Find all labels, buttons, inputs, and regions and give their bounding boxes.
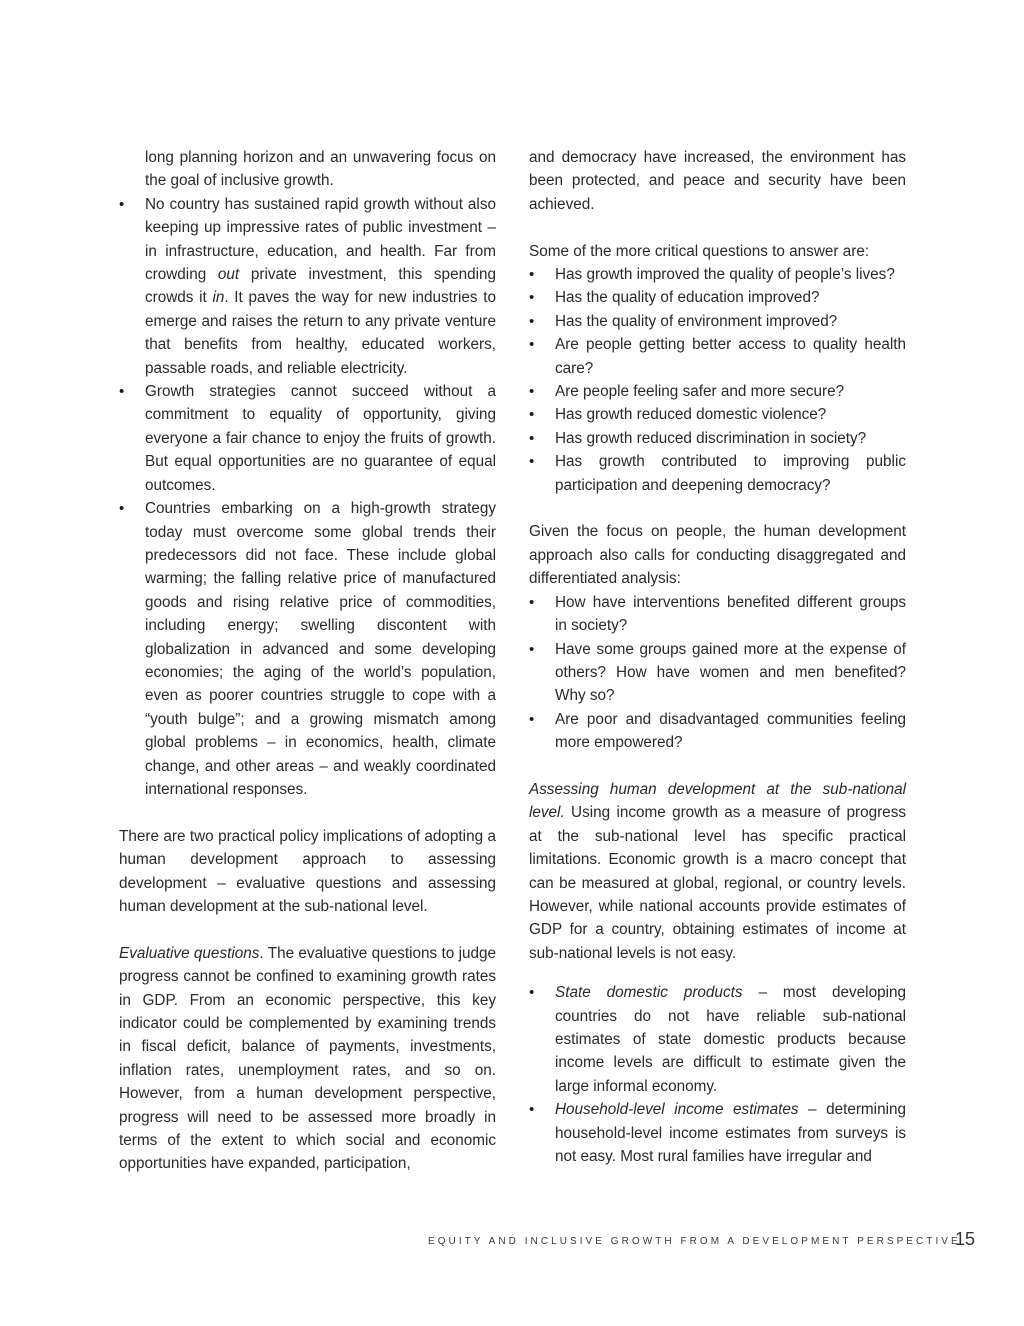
- disaggregated-questions-list: [529, 591, 906, 755]
- list-item: • Are poor and disadvantaged communities feeling more empowered?: [529, 708, 906, 755]
- left-column: [119, 146, 496, 1176]
- page-number: 15: [955, 1229, 976, 1249]
- disaggregated-intro: Given the focus on people, the human development approach also calls for conducting disaggregated and differentiated analysis:: [529, 523, 906, 588]
- list-item: • State domestic products – most developing countries do not have reliable sub-national estimates of state domestic products because income levels are difficult to estimate given the large informal economy.: [529, 981, 906, 1098]
- list-item: • Household-level income estimates – determining household-level income estimates from surveys is not easy. Most rural families have irregular and: [529, 1098, 906, 1168]
- list-item: • Has growth improved the quality of people’s lives?: [529, 263, 906, 286]
- list-item: • Has growth contributed to improving public participation and deepening democracy?: [529, 450, 906, 497]
- limitations-list: [529, 981, 906, 1168]
- implications-paragraph: There are two practical policy implications of adopting a human development approach to assessing development – evaluative questions and assessing human development at the sub-national level.: [119, 827, 496, 915]
- list-item: • No country has sustained rapid growth without also keeping up impressive rates of public investment – in infrastructure, education, and health. Far from crowding out private investment, this spending crowds it in. It paves the way for new industries to emerge and raises the return to any private venture that benefits from healthy, educated workers, passable roads, and reliable electricity.: [119, 193, 496, 380]
- list-item: • Has the quality of education improved?: [529, 286, 906, 309]
- list-item: • Have some groups gained more at the expense of others? How have women and men benefited? Why so?: [529, 638, 906, 708]
- growth-lessons-list: [119, 146, 496, 801]
- running-footer-title: EQUITY AND INCLUSIVE GROWTH FROM A DEVELOPMENT PERSPECTIVE: [428, 1236, 961, 1247]
- subnational-heading: Assessing human development at the sub-national level.: [529, 780, 906, 822]
- list-item: • How have interventions benefited different groups in society?: [529, 591, 906, 638]
- list-item: • Has the quality of environment improved?: [529, 310, 906, 333]
- right-column: [529, 146, 906, 1168]
- continuation-paragraph: and democracy have increased, the environment has been protected, and peace and security have been achieved.: [529, 149, 906, 213]
- list-item: • Has growth reduced discrimination in society?: [529, 427, 906, 450]
- list-item: • Are people feeling safer and more secure?: [529, 380, 906, 403]
- list-item: • Countries embarking on a high-growth strategy today must overcome some global trends their predecessors did not face. These include global warming; the falling relative price of manufactured goods and rising relative price of commodities, including energy; swelling discontent with globalization in advanced and some developing economies; the aging of the world’s population, even as poorer countries struggle to cope with a “youth bulge”; and a growing mismatch among global problems – in economics, health, climate change, and other areas – and weakly coordinated international responses.: [119, 497, 496, 801]
- evaluative-questions-heading: Evaluative questions: [119, 944, 260, 962]
- critical-questions-list: [529, 263, 906, 497]
- list-item: • Growth strategies cannot succeed without a commitment to equality of opportunity, giving everyone a fair chance to enjoy the fruits of growth. But equal opportunities are no guarantee of equal outcomes.: [119, 380, 496, 497]
- critical-questions-intro: Some of the more critical questions to answer are:: [529, 242, 870, 260]
- list-item: • Has growth reduced domestic violence?: [529, 403, 906, 426]
- evaluative-questions-paragraph: Evaluative questions. The evaluative questions to judge progress cannot be confined to examining growth rates in GDP. From an economic perspective, this key indicator could be complemented by examining trends in fiscal deficit, balance of payments, investments, inflation rates, unemployment rates, and so on. However, from a human development perspective, progress will need to be assessed more broadly in terms of the extent to which social and economic opportunities have expanded, participation,: [119, 944, 496, 1173]
- list-item: • Are people getting better access to quality health care?: [529, 333, 906, 380]
- list-item: long planning horizon and an unwavering focus on the goal of inclusive growth.: [145, 149, 496, 190]
- subnational-paragraph: Assessing human development at the sub-national level. Using income growth as a measure of progress at the sub-national level has specific practical limitations. Economic growth is a macro concept that can be measured at global, regional, or country levels. However, while national accounts provide estimates of GDP for a country, obtaining estimates of income at sub-national levels is not easy.: [529, 780, 906, 962]
